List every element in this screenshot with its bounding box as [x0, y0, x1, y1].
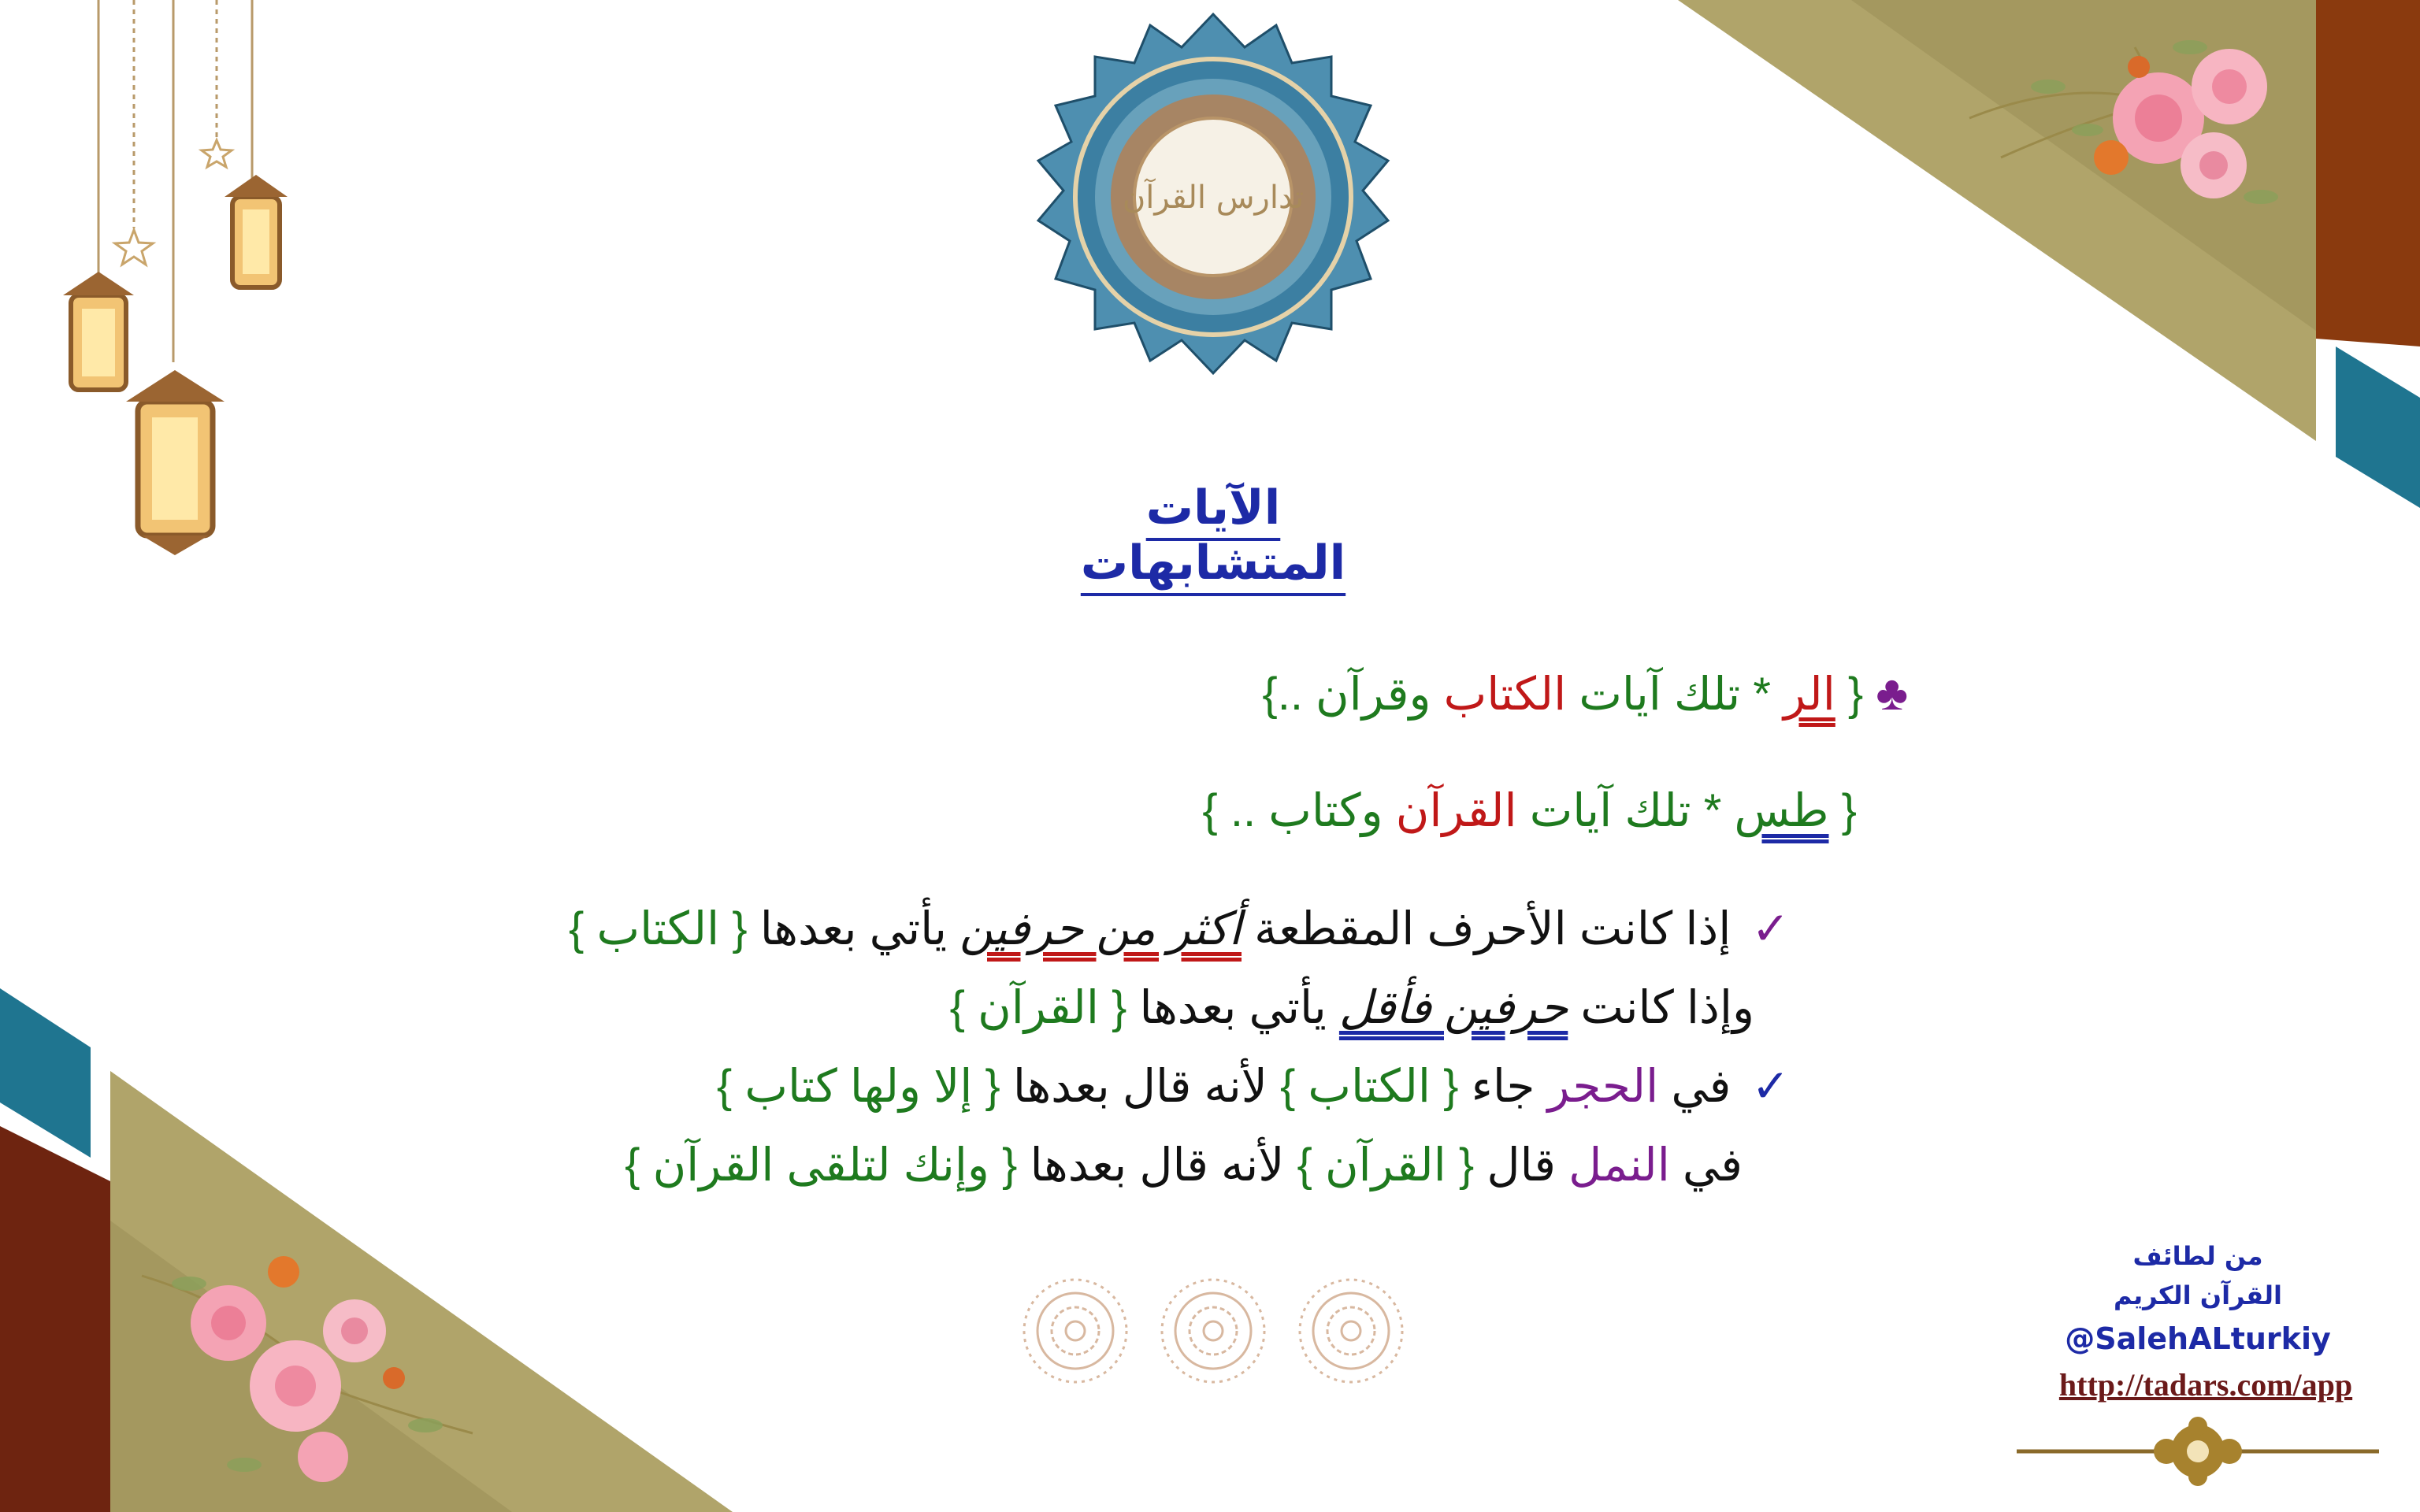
point-1: [569, 902, 1790, 955]
point-3-text-e: لأنه قال بعدها: [1000, 1061, 1280, 1112]
point-4-text-e: لأنه قال بعدها: [1017, 1140, 1297, 1191]
divider-ornament: [2013, 1414, 2383, 1488]
point-1-text-a: إذا كانت الأحرف المقطعة: [1242, 903, 1731, 954]
verse-1-rest: وقرآن ..}: [1262, 669, 1444, 720]
checkmark-icon: ✓: [1751, 1061, 1790, 1112]
verse-2-letters: طس: [1734, 785, 1829, 836]
point-4-text-a: في: [1669, 1140, 1743, 1191]
verse-1-letters: الر: [1783, 669, 1835, 720]
point-3-bracket-1: { الكتاب }: [1279, 1061, 1459, 1112]
rosette-ornaments: [1016, 1268, 1426, 1394]
point-4-text-c: قال: [1474, 1140, 1569, 1191]
point-4-bracket-1: { القرآن }: [1297, 1140, 1475, 1191]
credit-block: [2025, 1236, 2371, 1362]
point-2-text-c: يأتي بعدها: [1126, 982, 1339, 1033]
point-3: [717, 1059, 1790, 1113]
point-2-text-a: وإذا كانت: [1568, 982, 1754, 1033]
credit-line-1: من لطائف: [2132, 1241, 2263, 1271]
flower-bouquet-bottom-left: [126, 1228, 488, 1512]
verse-2-mid: * تلك آيات: [1516, 785, 1735, 836]
point-3-bracket-2: { إلا ولها كتاب }: [716, 1061, 1000, 1112]
point-2-bracket: { القرآن }: [949, 982, 1127, 1033]
point-4: [625, 1138, 1743, 1191]
checkmark-icon: ✓: [1751, 903, 1790, 954]
point-2: [950, 980, 1754, 1034]
point-4-surah: النمل: [1568, 1140, 1670, 1191]
credit-line-2: القرآن الكريم: [2114, 1280, 2282, 1310]
emblem-calligraphy: تدارس القرآن: [1122, 180, 1305, 216]
point-3-text-c: جاء: [1458, 1061, 1548, 1112]
verse-1: [1262, 665, 1908, 721]
point-4-bracket-2: { وإنك لتلقى القرآن }: [625, 1140, 1018, 1191]
verse-2-open: {: [1828, 785, 1857, 836]
flower-bouquet-top-right: [1954, 0, 2316, 252]
point-1-text-c: يأتي بعدها: [747, 903, 960, 954]
verse-1-open: {: [1835, 669, 1864, 720]
verse-2: [1202, 784, 1857, 837]
point-1-bracket: { الكتاب }: [569, 903, 748, 954]
point-3-surah: الحجر: [1547, 1061, 1659, 1112]
point-2-emphasis: حرفين فأقل: [1338, 982, 1568, 1033]
tadars-app-link[interactable]: http://tadars.com/app: [2058, 1367, 2353, 1403]
point-3-text-a: في: [1658, 1061, 1731, 1112]
verse-1-kitab: الكتاب: [1443, 669, 1567, 720]
tadars-quran-emblem: [1024, 8, 1402, 386]
twitter-handle: @SalehALturkiy: [2065, 1321, 2331, 1356]
hanging-lanterns-decoration: [47, 0, 307, 567]
verse-2-quran: القرآن: [1395, 785, 1517, 836]
page-title: الآيات المتشابهات: [1080, 480, 1346, 591]
verse-1-mid: * تلك آيات: [1566, 669, 1784, 720]
verse-2-rest: وكتاب .. }: [1202, 785, 1396, 836]
point-1-emphasis: أكثر من حرفين: [959, 903, 1242, 954]
club-bullet-icon: ♣: [1876, 666, 1908, 721]
